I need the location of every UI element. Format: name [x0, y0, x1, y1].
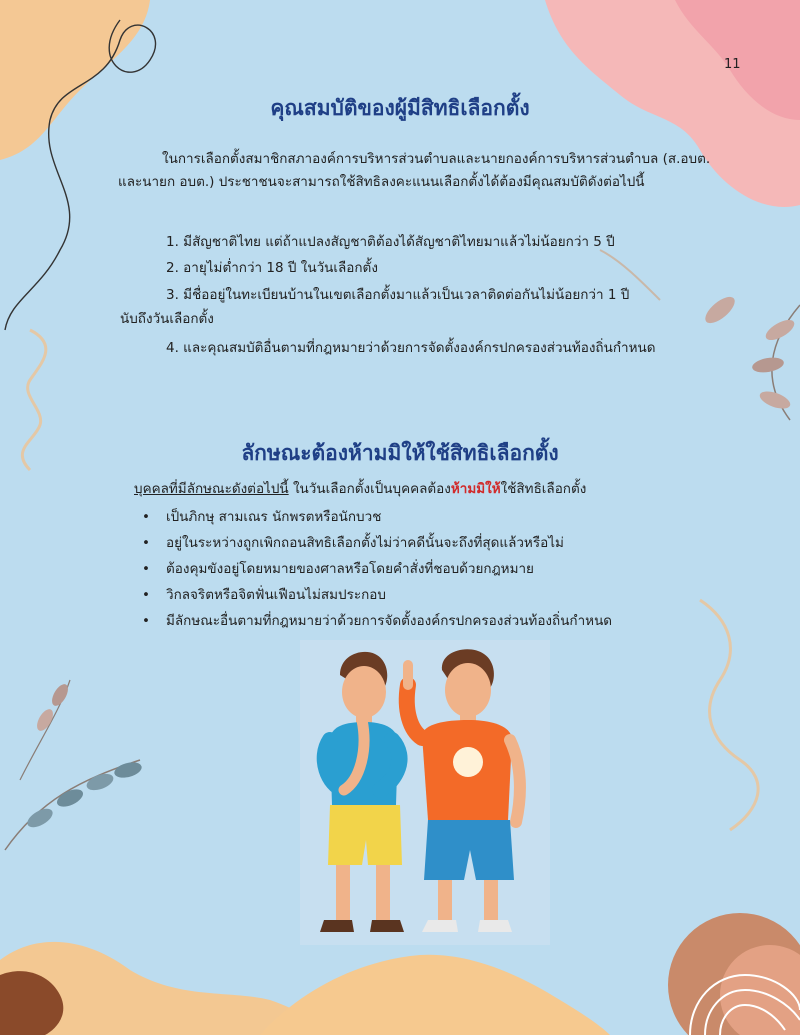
leaf-branch-left-icon: [5, 680, 143, 850]
qualification-item-continuation: นับถึงวันเลือกตั้ง: [120, 311, 214, 327]
two-boys-illustration: [300, 640, 550, 945]
prohibition-item: • ต้องคุมขังอยู่โดยหมายของศาลหรือโดยคำสั่งที่ชอบด้วยกฎหมาย: [140, 557, 612, 583]
page-number: 11: [724, 57, 741, 72]
intro-paragraph: ในการเลือกตั้งสมาชิกสภาองค์การบริหารส่วนตำบลและนายกองค์การบริหารส่วนตำบล (ส.อบต. และนายก อบต.) ประชาชนจะสามารถใช้สิทธิลงคะแนนเลือกตั้งได้ต้องมีคุณสมบัติดังต่อไปนี้: [118, 151, 711, 190]
lead-middle-text: ในวันเลือกตั้งเป็นบุคคลต้อง: [288, 481, 451, 497]
lead-emphasis-text: ห้ามมิให้: [450, 481, 501, 497]
prohibitions-list: [140, 505, 612, 635]
section-title-prohibitions: ลักษณะต้องห้ามมิให้ใช้สิทธิเลือกตั้ง: [241, 441, 559, 465]
qualification-item: 1. มีสัญชาติไทย แต่ถ้าแปลงสัญชาติต้องได้สัญชาติไทยมาแล้วไม่น้อยกว่า 5 ปี: [166, 234, 615, 250]
qualification-item: 3. มีชื่ออยู่ในทะเบียนบ้านในเขตเลือกตั้งมาแล้วเป็นเวลาติดต่อกันไม่น้อยกว่า 1 ปี: [166, 287, 630, 303]
prohibitions-lead: [134, 478, 586, 501]
lead-underlined-text: บุคคลที่มีลักษณะดังต่อไปนี้: [134, 481, 289, 497]
section-title-qualifications: คุณสมบัติของผู้มีสิทธิเลือกตั้ง: [270, 96, 530, 120]
qualification-item: 2. อายุไม่ต่ำกว่า 18 ปี ในวันเลือกตั้ง: [166, 260, 378, 276]
prohibition-item: • อยู่ในระหว่างถูกเพิกถอนสิทธิเลือกตั้งไม่ว่าคดีนั้นจะถึงที่สุดแล้วหรือไม่: [140, 531, 612, 557]
qualification-item: 4. และคุณสมบัติอื่นตามที่กฎหมายว่าด้วยการจัดตั้งองค์กรปกครองส่วนท้องถิ่นกำหนด: [166, 340, 656, 356]
lead-end-text: ใช้สิทธิเลือกตั้ง: [500, 481, 587, 497]
leaf-branch-right-icon: [701, 292, 800, 420]
prohibition-item: • เป็นภิกษุ สามเณร นักพรตหรือนักบวช: [140, 505, 612, 531]
prohibition-item: • วิกลจริตหรือจิตฟั่นเฟือนไม่สมประกอบ: [140, 583, 612, 609]
prohibition-item: • มีลักษณะอื่นตามที่กฎหมายว่าด้วยการจัดตั้งองค์กรปกครองส่วนท้องถิ่นกำหนด: [140, 609, 612, 635]
